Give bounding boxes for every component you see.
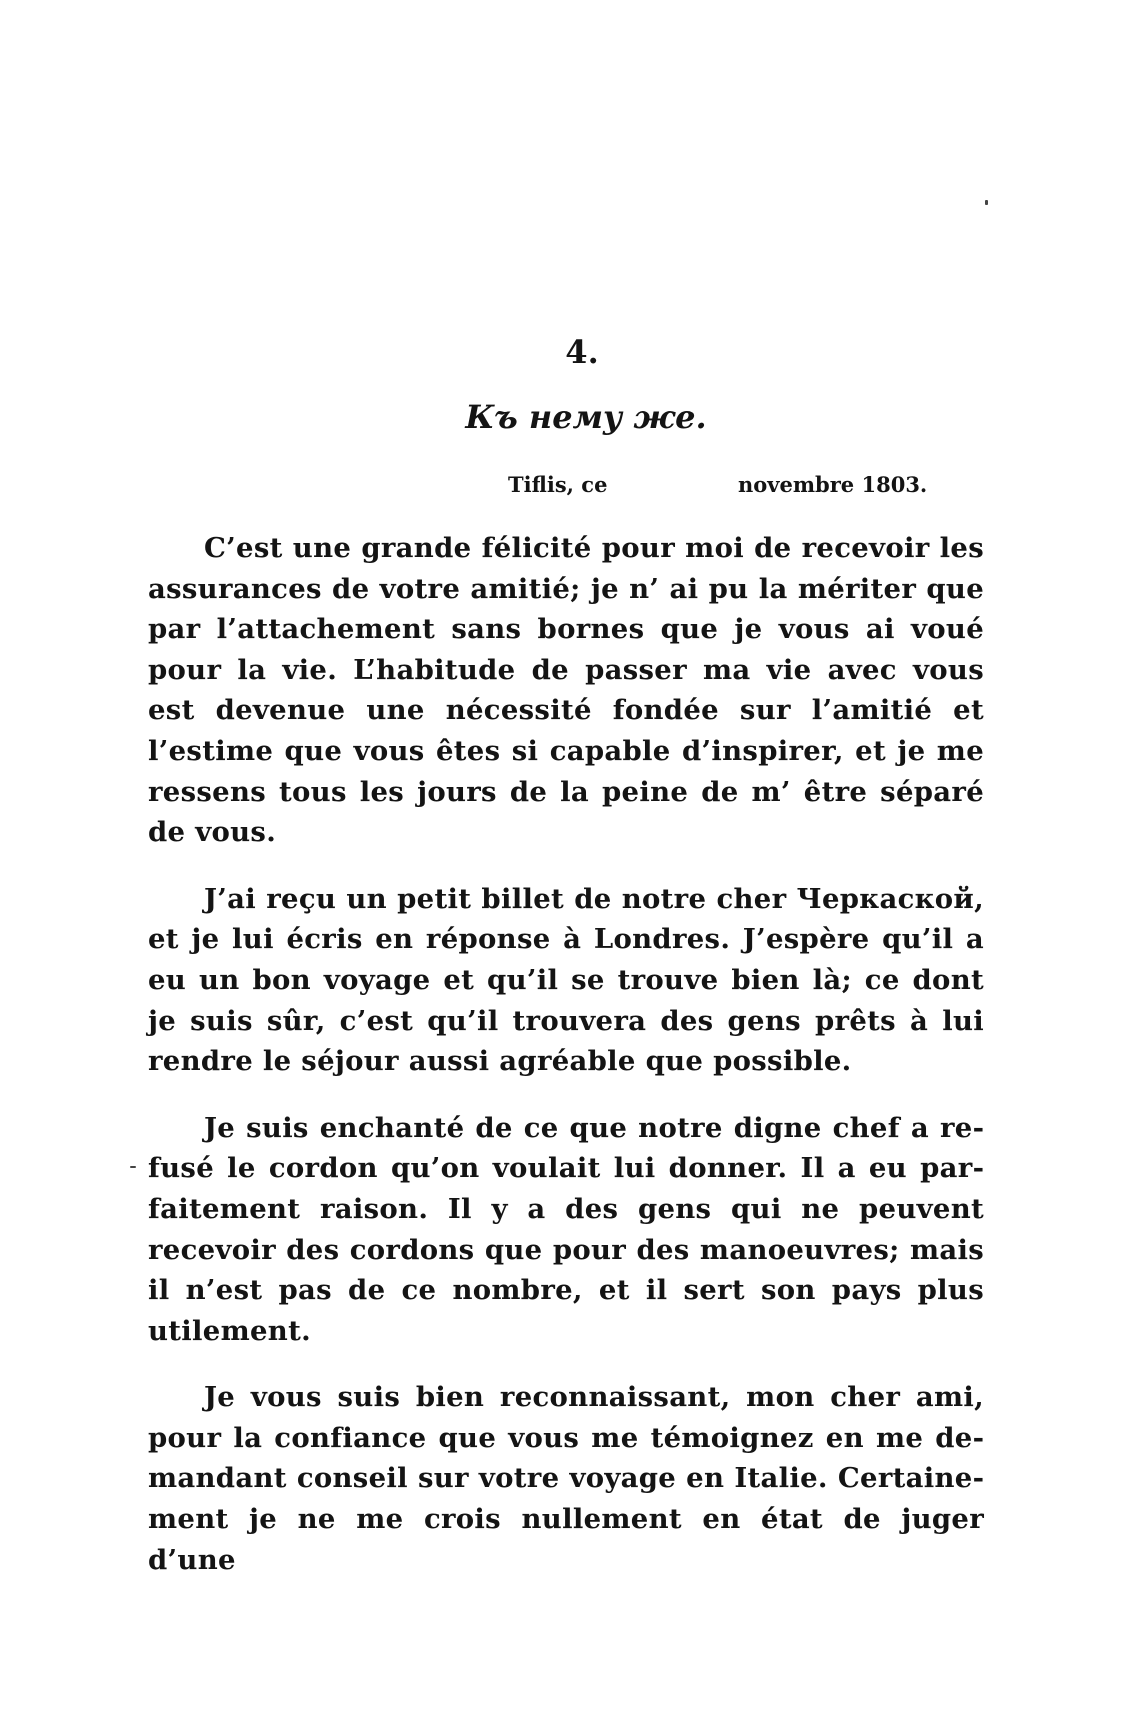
paragraph-3: Je suis enchanté de ce que notre digne chef a refusé le cordon qu’on voulait lui donner. Il a eu parfaitement raison. Il y a des gens qui ne peuvent recevoir des cordons que pour des manoeuvres; mais il n’est pas de ce nombre, et il sert son pays plus utilement. xyxy=(148,1111,984,1347)
dateline-date: novembre 1803. xyxy=(738,472,928,497)
letter-heading: Къ нему же. xyxy=(465,398,707,436)
scan-speck xyxy=(130,1166,136,1168)
dateline-place: Tiflis, ce xyxy=(508,472,608,497)
paragraph-1: C’est une grande félicité pour moi de recevoir les assurances de votre amitié; je n’ ai pu la mériter que par l’attachement sans bornes que je vous ai voué pour la vie. L’habitude de passer ma vie avec vous est devenue une nécessité fondée sur l’amitié et l’estime que vous êtes si capable d’inspirer, et je me ressens tous les jours de la peine de m’ être séparé de vous. xyxy=(148,532,984,849)
letter-body xyxy=(148,528,984,1606)
dateline xyxy=(508,472,927,497)
paragraph-4: Je vous suis bien reconnaissant, mon cher ami, pour la confiance que vous me témoignez en me demandant conseil sur votre voyage en Italie. Certainement je ne me crois nullement en état de juger d’une xyxy=(148,1381,984,1576)
paragraph-2: J’ai reçu un petit billet de notre cher Черкаской, et je lui écris en réponse à Londres. J’espère qu’il a eu un bon voyage et qu’il se trouve bien là; ce dont je suis sûr, c’est qu’il trouvera des gens prêts à lui rendre le séjour aussi agréable que possible. xyxy=(148,882,984,1078)
letter-number: 4. xyxy=(565,333,599,371)
scan-speck xyxy=(985,200,988,205)
